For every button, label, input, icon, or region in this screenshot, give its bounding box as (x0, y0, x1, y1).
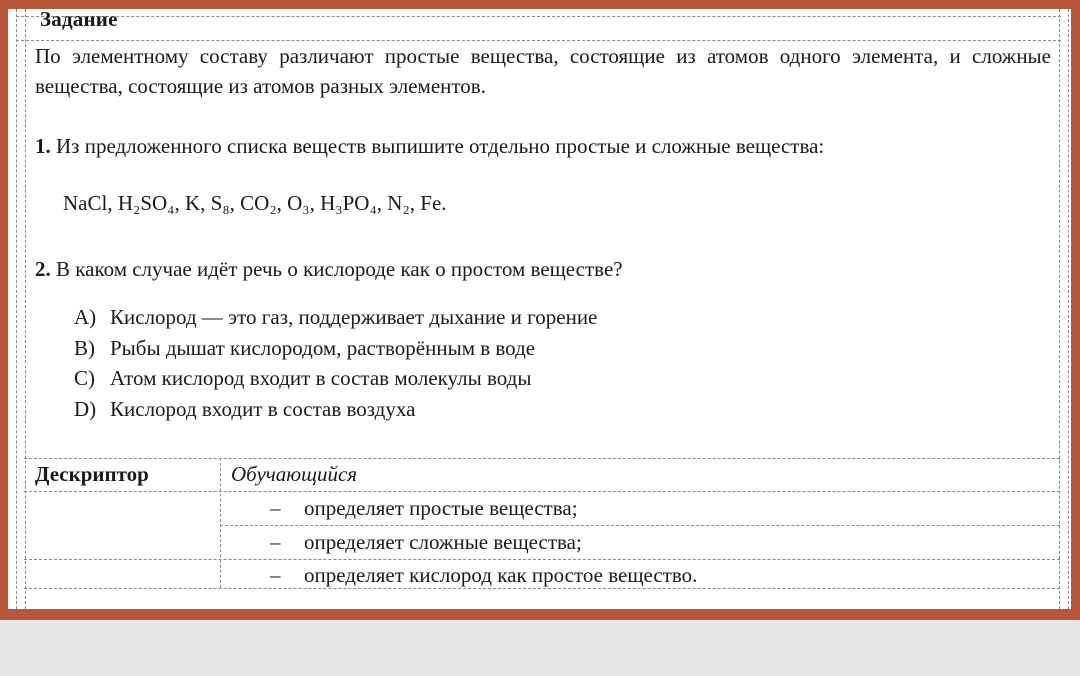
option-letter: B) (74, 335, 95, 360)
table-rule-bottom (24, 588, 1060, 589)
answer-option-c (74, 363, 597, 394)
document-page (8, 9, 1071, 609)
descriptor-header: Дескриптор (35, 462, 149, 486)
task-intro: По элементному составу различают простые вещества, состоящие из атомов одного элемента, и сложные вещества, состоящие из атомов разных элементов. (35, 44, 1051, 98)
criterion-row (250, 529, 582, 555)
question-1 (35, 133, 824, 159)
question-1-number: 1. (35, 134, 51, 158)
option-text: Рыбы дышат кислородом, растворённым в воде (110, 335, 536, 360)
question-2-number: 2. (35, 257, 51, 281)
question-2 (35, 256, 623, 282)
dash-marker: – (270, 496, 281, 520)
option-letter: A) (74, 305, 97, 329)
dash-marker: – (270, 530, 281, 554)
answer-option-b (74, 333, 597, 364)
table-rule-row1 (220, 525, 1060, 526)
table-column-divider (220, 458, 221, 588)
criterion-row (250, 495, 578, 521)
question-2-text: В каком случае идёт речь о кислороде как о простом веществе? (56, 257, 623, 281)
left-border (16, 9, 17, 609)
top-rule (16, 16, 1061, 17)
right-border (1068, 9, 1069, 609)
descriptor-table (24, 458, 1060, 588)
criterion-row (250, 562, 697, 588)
option-text: Кислород входит в состав воздуха (110, 396, 416, 421)
substance-list: NaCl, H₂SO₄, K, S₈, CO₂, O₃, H₃PO₄, N₂, Fe. (63, 191, 447, 215)
task-title: Задание (40, 9, 118, 31)
table-rule-header (24, 491, 1060, 492)
dash-marker: – (270, 563, 281, 587)
answer-option-a (74, 302, 597, 333)
table-rule-row2 (24, 559, 1060, 560)
option-text: Кислород — это газ, поддерживает дыхание и горение (110, 305, 598, 329)
answer-option-d (74, 394, 597, 425)
answer-options (74, 302, 597, 424)
table-rule-top (24, 458, 1060, 459)
option-text: Атом кислород входит в состав молекулы воды (110, 366, 532, 390)
question-1-text: Из предложенного списка веществ выпишите отдельно простые и сложные вещества: (56, 134, 825, 158)
option-letter: D) (74, 396, 97, 421)
criterion-text: определяет кислород как простое вещество. (304, 563, 698, 587)
criterion-text: определяет сложные вещества; (304, 530, 582, 554)
subject-header: Обучающийся (231, 462, 358, 486)
option-letter: C) (74, 366, 95, 390)
background-area (0, 620, 1080, 676)
criterion-text: определяет простые вещества; (304, 496, 578, 520)
